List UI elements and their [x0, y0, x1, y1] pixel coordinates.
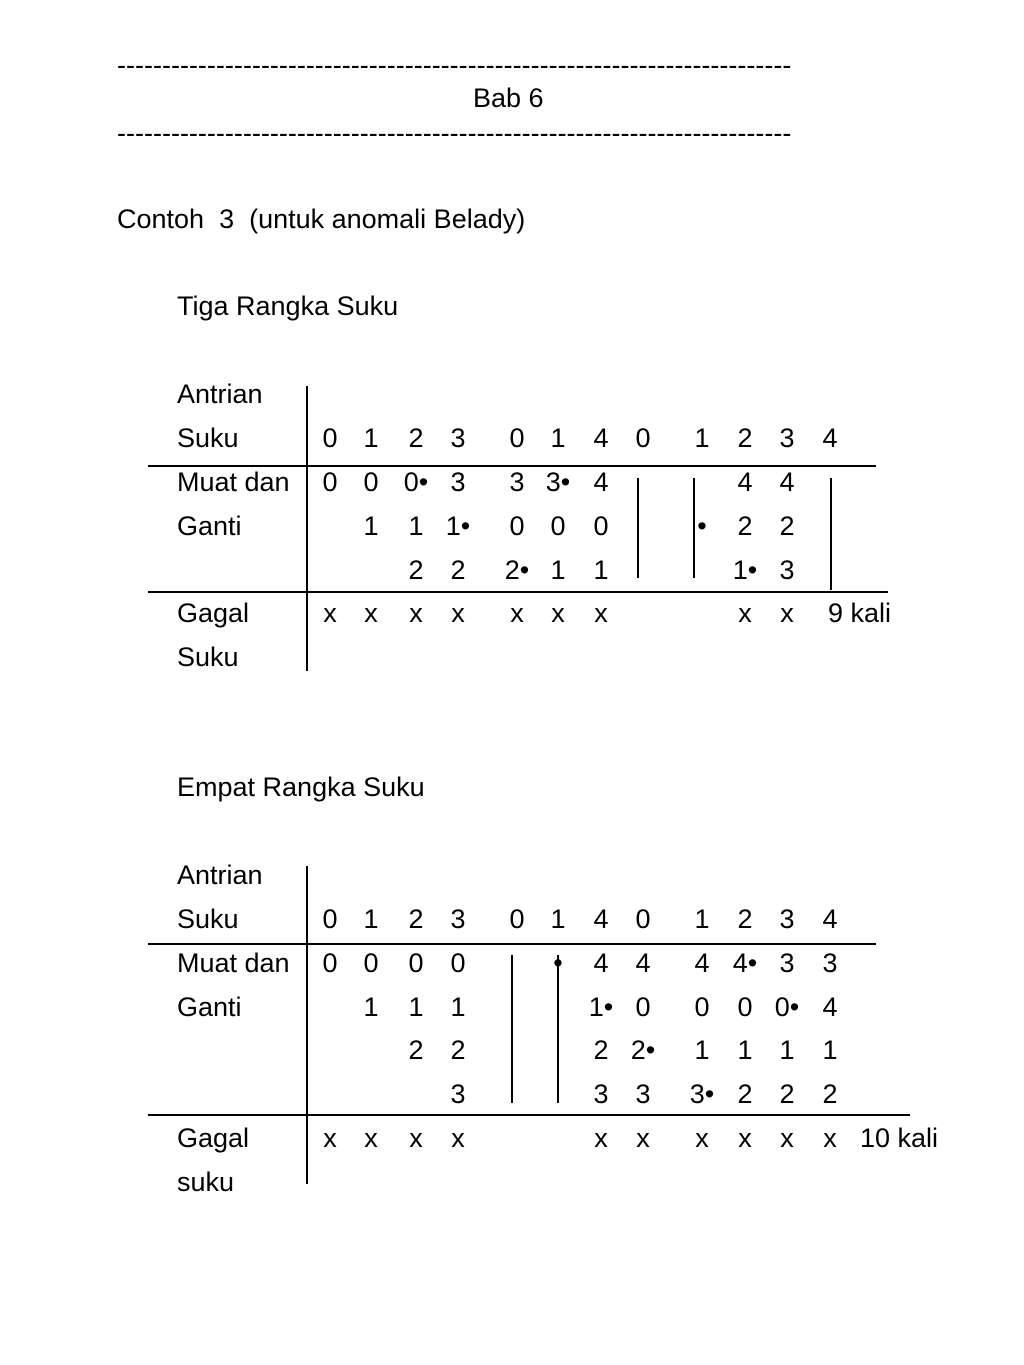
table-1-frame-bracket [637, 478, 639, 578]
label-queue-line2: Suku [177, 904, 239, 934]
header-divider-top: --------------------------------------------------------------------------- [117, 50, 792, 80]
label-queue-line1: Antrian [177, 379, 263, 409]
table-2-label-divider [306, 866, 308, 1184]
label-queue-line1: Antrian [177, 860, 263, 890]
fault-total: 9 kali [828, 598, 892, 628]
table-1-label-divider [306, 386, 308, 671]
table-2-frame-bracket [511, 955, 513, 1103]
table-1-frame-bracket [830, 478, 832, 590]
fault-total: 10 kali [860, 1123, 939, 1153]
example-title: Contoh 3 (untuk anomali Belady) [117, 204, 526, 234]
label-load-line2: Ganti [177, 511, 242, 541]
table-1-frame-bracket [693, 478, 695, 578]
label-load-line1: Muat dan [177, 467, 290, 497]
table-2-bottom-rule [148, 1114, 910, 1116]
label-fault-line2: suku [177, 1167, 235, 1197]
label-fault-line2: Suku [177, 642, 239, 672]
label-queue-line2: Suku [177, 423, 239, 453]
header-divider-bottom: --------------------------------------------------------------------------- [117, 118, 792, 148]
table-1-bottom-rule [148, 591, 888, 593]
table-2-top-rule [148, 943, 876, 945]
chapter-title: Bab 6 [473, 83, 544, 113]
section-title-four-frames: Empat Rangka Suku [177, 772, 425, 802]
label-load-line2: Ganti [177, 992, 242, 1022]
label-fault-line1: Gagal [177, 1123, 250, 1153]
section-title-three-frames: Tiga Rangka Suku [177, 291, 399, 321]
label-fault-line1: Gagal [177, 598, 250, 628]
label-load-line1: Muat dan [177, 948, 290, 978]
